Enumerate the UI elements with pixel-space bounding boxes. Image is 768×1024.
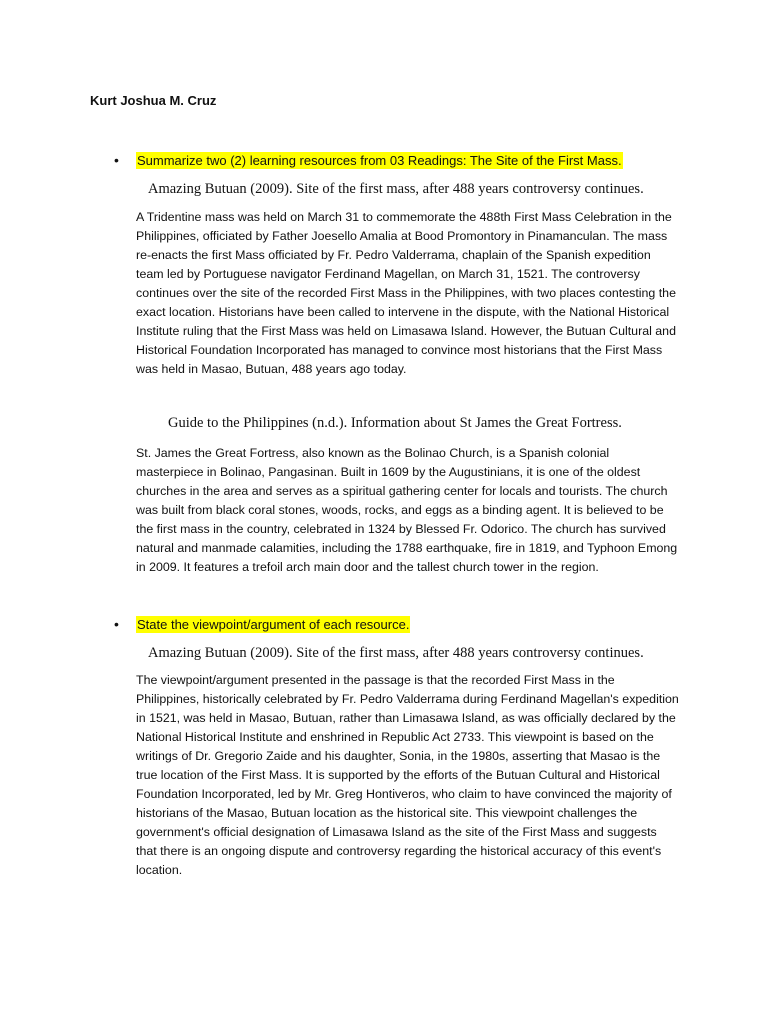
- section-1-bullet: [114, 152, 623, 169]
- paragraph-1: A Tridentine mass was held on March 31 to commemorate the 488th First Mass Celebration in the Philippines, officiated by Father Joesello Amalia at Bood Promontory in Pinamanculan. The mass re-enacts the first Mass officiated by Fr. Pedro Valderrama, chaplain of the Spanish expedition team led by Portuguese navigator Ferdinand Magellan, on March 31, 1521. The controversy continues over the site of the recorded First Mass in the Philippines, with two places contesting the exact location. Historians have been called to intervene in the dispute, with the National Historical Institute ruling that the First Mass was held on Limasawa Island. However, the Butuan Cultural and Historical Foundation Incorporated has managed to convince most historians that the First Mass was held in Masao, Butuan, 488 years ago today.: [136, 210, 676, 376]
- bullet-icon: •: [114, 152, 119, 168]
- section-1-prompt: Summarize two (2) learning resources from 03 Readings: The Site of the First Mass.: [137, 153, 622, 168]
- section-2-bullet: [114, 616, 410, 633]
- author-name: Kurt Joshua M. Cruz: [90, 93, 217, 108]
- paragraph-2: St. James the Great Fortress, also known as the Bolinao Church, is a Spanish colonial masterpiece in Bolinao, Pangasinan. Built in 1609 by the Augustinians, it is one of the oldest churches in the area and serves as a spiritual gathering center for locals and tourists. The church was built from black coral stones, woods, rocks, and eggs as a binding agent. It is believed to be the first mass in the country, celebrated in 1324 by Blessed Fr. Odorico. The church has survived natural and manmade calamities, including the 1788 earthquake, fire in 1819, and Typhoon Emong in 2009. It features a trefoil arch main door and the tallest church tower in the region.: [136, 446, 678, 574]
- section-2-prompt: State the viewpoint/argument of each resource.: [137, 617, 410, 632]
- bullet-icon: •: [114, 616, 119, 632]
- citation-1: Amazing Butuan (2009). Site of the first mass, after 488 years controversy continues.: [148, 181, 644, 197]
- citation-2: Guide to the Philippines (n.d.). Information about St James the Great Fortress.: [168, 415, 622, 431]
- paragraph-3: The viewpoint/argument presented in the passage is that the recorded First Mass in the Philippines, historically celebrated by Fr. Pedro Valderrama during Ferdinand Magellan's expedition in 1521, was held in Masao, Butuan, rather than Limasawa Island, as was officially declared by the National Historical Institute and enshrined in Republic Act 2733. This viewpoint is based on the writings of Dr. Gregorio Zaide and his daughter, Sonia, in the 1980s, asserting that Masao is the true location of the First Mass. It is supported by the efforts of the Butuan Cultural and Historical Foundation Incorporated, led by Mr. Greg Hontiveros, who claim to have convinced the majority of historians of the Masao, Butuan location as the historical site. This viewpoint challenges the government's official designation of Limasawa Island as the site of the First Mass and suggests that there is an ongoing dispute and controversy regarding the historical accuracy of this event's location.: [136, 673, 679, 877]
- citation-3: Amazing Butuan (2009). Site of the first mass, after 488 years controversy continues.: [148, 645, 644, 661]
